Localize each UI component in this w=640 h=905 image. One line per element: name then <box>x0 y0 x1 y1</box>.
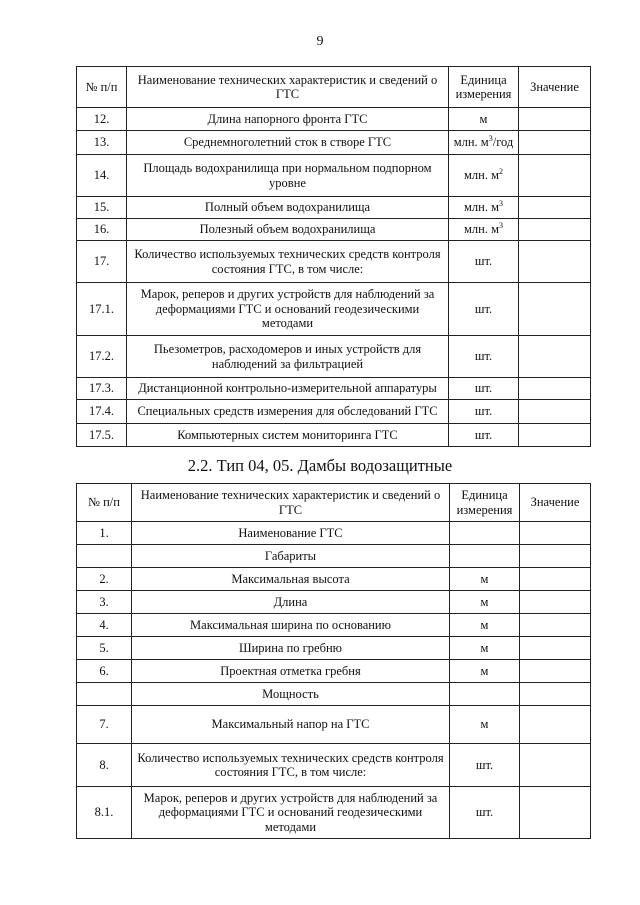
page-number: 9 <box>316 34 324 49</box>
row-name: Максимальная высота <box>132 568 450 591</box>
header-name: Наименование технических характеристик и сведений о ГТС <box>127 67 449 108</box>
table-row <box>77 400 591 424</box>
group-label: Мощность <box>132 683 450 706</box>
row-unit: шт. <box>449 400 519 424</box>
table-header-row <box>77 484 591 522</box>
row-unit: шт. <box>450 787 520 839</box>
row-value <box>519 241 591 283</box>
group-value <box>520 683 591 706</box>
row-unit: шт. <box>450 744 520 787</box>
row-value <box>520 614 591 637</box>
group-unit <box>450 545 520 568</box>
spec-table-1 <box>76 66 591 447</box>
row-name: Длина <box>132 591 450 614</box>
group-unit <box>450 683 520 706</box>
row-num: 17. <box>77 241 127 283</box>
table-row <box>77 637 591 660</box>
group-num <box>77 683 132 706</box>
row-num: 7. <box>77 706 132 744</box>
row-unit: м <box>450 660 520 683</box>
row-num: 5. <box>77 637 132 660</box>
row-name: Максимальный напор на ГТС <box>132 706 450 744</box>
header-value: Значение <box>519 67 591 108</box>
table-row <box>77 336 591 378</box>
table-row <box>77 522 591 545</box>
table-row <box>77 155 591 197</box>
table-row <box>77 787 591 839</box>
row-name: Марок, реперов и других устройств для наблюдений за деформациями ГТС и оснований геодезическими методами <box>132 787 450 839</box>
row-name: Площадь водохранилища при нормальном подпорном уровне <box>127 155 449 197</box>
row-value <box>520 706 591 744</box>
unit-text: млн. м <box>453 135 489 150</box>
row-value <box>519 283 591 336</box>
row-value <box>520 637 591 660</box>
table-row <box>77 219 591 241</box>
table-row <box>77 424 591 447</box>
row-value <box>519 219 591 241</box>
row-value <box>519 108 591 131</box>
row-num: 14. <box>77 155 127 197</box>
table-row <box>77 568 591 591</box>
row-num: 4. <box>77 614 132 637</box>
row-unit: м <box>450 614 520 637</box>
row-unit: шт. <box>449 283 519 336</box>
row-name: Полный объем водохранилища <box>127 197 449 219</box>
row-num: 1. <box>77 522 132 545</box>
header-num: № п/п <box>77 484 132 522</box>
table-row <box>77 378 591 400</box>
row-name: Пьезометров, расходомеров и иных устройств для наблюдений за фильтрацией <box>127 336 449 378</box>
row-num: 3. <box>77 591 132 614</box>
row-name: Среднемноголетний сток в створе ГТС <box>127 131 449 155</box>
row-num: 2. <box>77 568 132 591</box>
row-name: Компьютерных систем мониторинга ГТС <box>127 424 449 447</box>
row-name: Марок, реперов и других устройств для наблюдений за деформациями ГТС и оснований геодезическими методами <box>127 283 449 336</box>
row-unit <box>449 197 519 219</box>
row-value <box>520 660 591 683</box>
row-unit <box>449 155 519 197</box>
table-row <box>77 744 591 787</box>
row-name: Проектная отметка гребня <box>132 660 450 683</box>
row-name: Специальных средств измерения для обследований ГТС <box>127 400 449 424</box>
row-value <box>519 378 591 400</box>
group-label: Габариты <box>132 545 450 568</box>
table-row <box>77 660 591 683</box>
row-num: 12. <box>77 108 127 131</box>
row-num: 17.1. <box>77 283 127 336</box>
row-name: Количество используемых технических средств контроля состояния ГТС, в том числе: <box>127 241 449 283</box>
row-unit <box>449 131 519 155</box>
row-unit <box>450 522 520 545</box>
row-value <box>520 591 591 614</box>
group-row <box>77 683 591 706</box>
row-num: 17.5. <box>77 424 127 447</box>
unit-text: млн. м <box>464 222 499 237</box>
row-unit: м <box>450 706 520 744</box>
table-row <box>77 241 591 283</box>
row-name: Длина напорного фронта ГТС <box>127 108 449 131</box>
table-row <box>77 706 591 744</box>
row-num: 17.4. <box>77 400 127 424</box>
row-value <box>519 424 591 447</box>
row-unit: м <box>450 568 520 591</box>
group-row <box>77 545 591 568</box>
table-row <box>77 108 591 131</box>
row-unit: шт. <box>449 378 519 400</box>
unit-exponent: 2 <box>499 167 503 177</box>
row-value <box>520 568 591 591</box>
row-num: 8. <box>77 744 132 787</box>
row-unit: м <box>450 591 520 614</box>
row-name: Полезный объем водохранилища <box>127 219 449 241</box>
header-num: № п/п <box>77 67 127 108</box>
row-name: Ширина по гребню <box>132 637 450 660</box>
table-row <box>77 283 591 336</box>
row-num: 16. <box>77 219 127 241</box>
unit-exponent: 3 <box>499 199 503 209</box>
row-unit: шт. <box>449 241 519 283</box>
row-unit: м <box>450 637 520 660</box>
unit-text: млн. м <box>464 200 499 215</box>
row-num: 8.1. <box>77 787 132 839</box>
row-value <box>519 155 591 197</box>
row-name: Количество используемых технических средств контроля состояния ГТС, в том числе: <box>132 744 450 787</box>
table-row <box>77 197 591 219</box>
row-unit <box>449 219 519 241</box>
row-unit: шт. <box>449 424 519 447</box>
unit-suffix: /год <box>492 135 514 150</box>
table-row <box>77 591 591 614</box>
row-num: 13. <box>77 131 127 155</box>
row-value <box>519 197 591 219</box>
row-value <box>519 131 591 155</box>
row-num: 15. <box>77 197 127 219</box>
row-value <box>520 744 591 787</box>
row-num: 6. <box>77 660 132 683</box>
section-title: 2.2. Тип 04, 05. Дамбы водозащитные <box>187 456 453 475</box>
unit-exponent: 3 <box>499 221 503 231</box>
row-num: 17.2. <box>77 336 127 378</box>
unit-text: млн. м <box>464 168 499 183</box>
row-unit: м <box>449 108 519 131</box>
row-value <box>519 400 591 424</box>
row-name: Наименование ГТС <box>132 522 450 545</box>
group-value <box>520 545 591 568</box>
header-unit: Единица измерения <box>450 484 520 522</box>
unit-exponent: 3 <box>488 134 493 144</box>
row-value <box>520 522 591 545</box>
header-name: Наименование технических характеристик и сведений о ГТС <box>132 484 450 522</box>
spec-table-2 <box>76 483 591 839</box>
row-value <box>520 787 591 839</box>
header-value: Значение <box>520 484 591 522</box>
table-header-row <box>77 67 591 108</box>
table-row <box>77 614 591 637</box>
group-num <box>77 545 132 568</box>
row-name: Максимальная ширина по основанию <box>132 614 450 637</box>
row-name: Дистанционной контрольно-измерительной аппаратуры <box>127 378 449 400</box>
table-row <box>77 131 591 155</box>
header-unit: Единица измерения <box>449 67 519 108</box>
row-value <box>519 336 591 378</box>
row-unit: шт. <box>449 336 519 378</box>
row-num: 17.3. <box>77 378 127 400</box>
